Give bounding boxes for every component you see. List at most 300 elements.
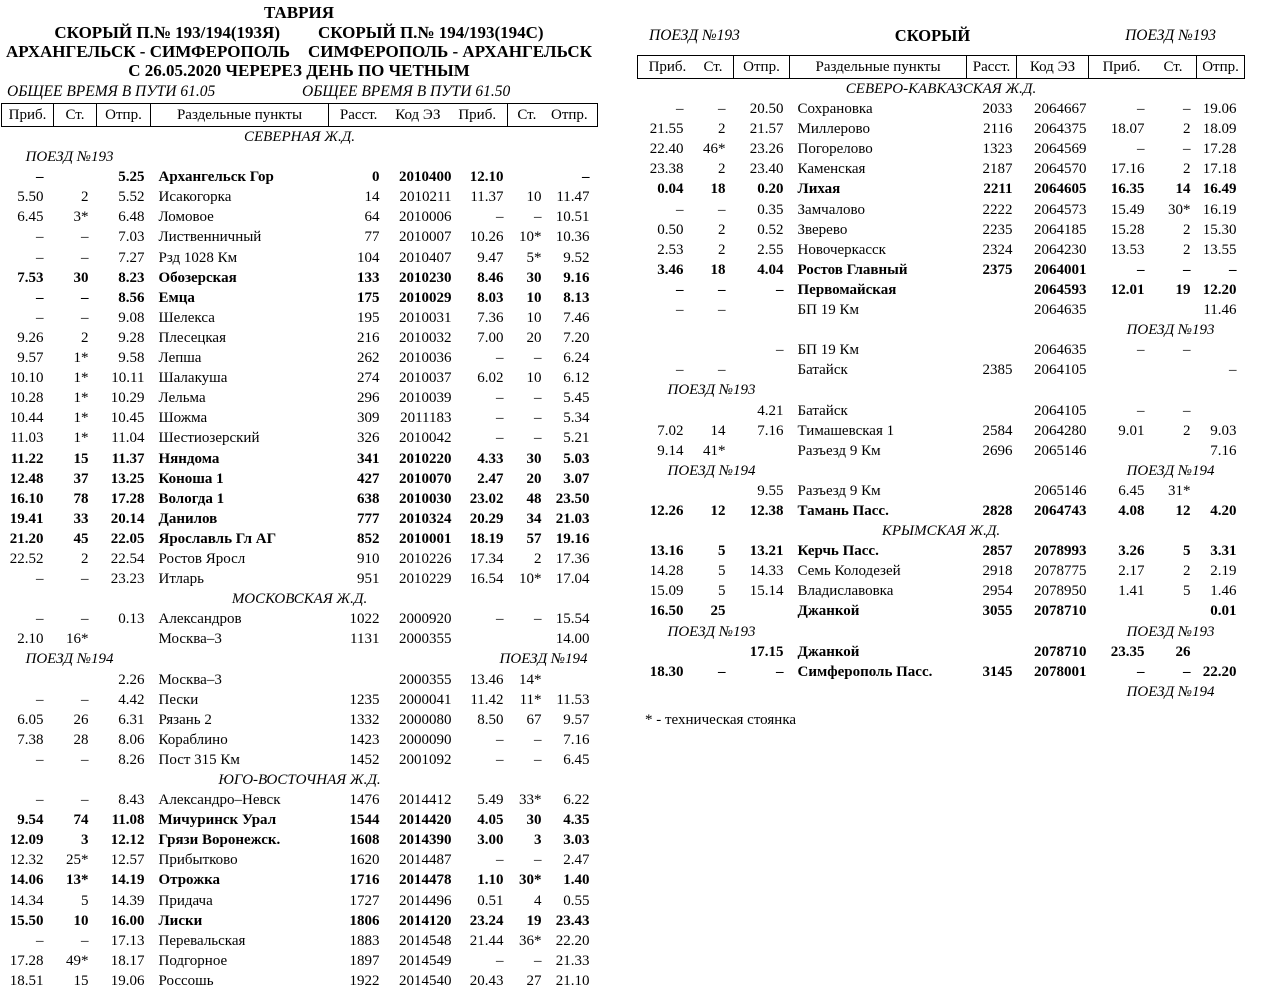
arr-2-cell: –: [1137, 141, 1145, 158]
arr-2-cell: –: [1137, 342, 1145, 359]
distance-cell: 195: [357, 309, 380, 326]
stop-1-cell: 18: [710, 261, 726, 278]
station-name-cell: Симферополь Пасс.: [797, 663, 933, 680]
code-ez-cell: 2014120: [399, 912, 452, 929]
arr-2-cell: [1089, 601, 1149, 621]
station-row: [2, 670, 598, 690]
arr-1-cell: –: [676, 101, 684, 118]
dep-1-cell: 7.16: [757, 422, 784, 439]
station-row: [638, 300, 1245, 320]
station-row: [2, 850, 598, 870]
code-ez-cell: 2064230: [1034, 241, 1087, 258]
stop-2-cell: 11*: [519, 691, 542, 708]
stop-2-cell: 30*: [519, 872, 542, 889]
station-name-cell: Рязань 2: [158, 711, 212, 728]
station-name-cell: Шожма: [158, 410, 208, 427]
stop-2-cell: 19: [526, 912, 542, 929]
route-left: АРХАНГЕЛЬСК - СИМФЕРОПОЛЬ: [6, 42, 290, 61]
distance-cell: [967, 481, 1017, 501]
arr-1-cell: 15.09: [649, 583, 684, 600]
distance-cell: 1727: [349, 892, 380, 909]
dep-2-cell: 23.43: [555, 912, 590, 929]
arr-2-cell: 2.17: [1118, 563, 1145, 580]
station-row: [2, 227, 598, 247]
stop-2-cell: –: [534, 611, 542, 628]
distance-cell: 2828: [982, 502, 1013, 519]
station-row: [2, 187, 598, 207]
stop-2-cell: 5: [1183, 583, 1191, 600]
stop-1-cell: 2: [718, 221, 726, 238]
stop-1-cell: 1*: [73, 370, 89, 387]
arr-2-cell: 1.10: [477, 872, 504, 889]
code-ez-cell: 2010407: [399, 249, 452, 266]
distance-cell: 1323: [982, 141, 1013, 158]
distance-cell: 1452: [349, 751, 380, 768]
page-title: ТАВРИЯ: [264, 3, 334, 22]
distance-cell: 133: [357, 269, 380, 286]
dep-1-cell: 9.58: [118, 350, 145, 367]
stop-2-cell: 10: [526, 289, 542, 306]
stop-1-cell: –: [81, 309, 89, 326]
dep-1-cell: 8.26: [118, 751, 145, 768]
dep-2-cell: [1197, 401, 1245, 421]
arr-1-cell: 18.51: [9, 972, 44, 989]
code-ez-cell: 2011183: [400, 410, 452, 427]
dep-1-cell: 14.19: [110, 872, 145, 889]
dep-1-cell: –: [776, 281, 784, 298]
railway-section-row: [2, 127, 598, 148]
arr-1-cell: 14.06: [9, 872, 44, 889]
station-row: [2, 911, 598, 931]
distance-cell: 2235: [982, 221, 1013, 238]
code-ez-cell: 2064635: [1034, 302, 1087, 319]
dep-2-cell: 3.31: [1210, 543, 1237, 560]
arr-1-cell: 14.28: [649, 563, 684, 580]
station-name-cell: Отрожка: [158, 872, 220, 889]
station-row: [2, 569, 598, 589]
arr-1-cell: –: [676, 302, 684, 319]
arr-1-cell: –: [36, 309, 44, 326]
stop-2-cell: [1149, 601, 1197, 621]
station-name-cell: Мичуринск Урал: [158, 812, 277, 829]
code-ez-cell: 2064569: [1034, 141, 1087, 158]
dep-2-cell: 0.55: [563, 892, 590, 909]
stop-1-cell: 30: [73, 269, 89, 286]
dep-1-cell: 10.11: [111, 370, 145, 387]
stop-1-cell: –: [718, 201, 726, 218]
station-name-cell: Ростов Яросл: [158, 550, 246, 567]
dep-1-cell: 13.25: [110, 470, 145, 487]
dep-1-cell: 17.13: [110, 932, 145, 949]
station-row: [638, 401, 1245, 421]
dep-1-cell: [734, 300, 790, 320]
arr-2-cell: 12.10: [469, 169, 504, 186]
train-label-row: [638, 622, 1245, 642]
stop-1-cell: [694, 401, 734, 421]
dep-1-cell: 13.21: [749, 543, 784, 560]
arr-2-cell: –: [1137, 261, 1145, 278]
train-label-cell: [638, 682, 1245, 702]
stop-1-cell: –: [718, 281, 726, 298]
train-number-label-left: ПОЕЗД №194: [667, 462, 756, 479]
station-row: [2, 549, 598, 569]
arr-1-cell: 18.30: [649, 663, 684, 680]
station-row: [638, 642, 1245, 662]
dep-1-cell: 0.20: [757, 181, 784, 198]
arr-1-cell: 5.50: [17, 189, 44, 206]
stop-2-cell: –: [1183, 663, 1191, 680]
arr-2-cell: –: [496, 731, 504, 748]
code-ez-cell: 2064185: [1034, 221, 1087, 238]
dep-2-cell: 17.28: [1202, 141, 1237, 158]
dep-2-cell: 18.09: [1202, 121, 1237, 138]
code-ez-cell: 2078710: [1034, 603, 1087, 620]
stop-2-cell: 30*: [1168, 201, 1191, 218]
code-ez-cell: 2064573: [1034, 201, 1087, 218]
dep-2-cell: 4.20: [1210, 502, 1237, 519]
station-name-cell: Зверево: [797, 221, 848, 238]
dep-2-cell: 7.46: [563, 309, 590, 326]
train-number-label-left: [638, 682, 668, 702]
dep-1-cell: 0.35: [757, 201, 784, 218]
dep-2-cell: 10.36: [555, 229, 590, 246]
code-ez-cell: 2078950: [1034, 583, 1087, 600]
stop-2-cell: –: [534, 852, 542, 869]
stop-2-cell: –: [534, 410, 542, 427]
arr-2-cell: 12.01: [1110, 281, 1145, 298]
code-ez-cell: 2010001: [399, 530, 452, 547]
stop-1-cell: 74: [73, 812, 89, 829]
distance-cell: 2187: [982, 161, 1013, 178]
dep-2-cell: 11.53: [556, 691, 590, 708]
arr-2-cell: –: [496, 952, 504, 969]
dep-1-cell: 11.04: [111, 430, 145, 447]
distance-cell: 77: [364, 229, 380, 246]
station-name-cell: Рзд 1028 Км: [158, 249, 238, 266]
arr-1-cell: 11.03: [10, 430, 44, 447]
dep-1-cell: 4.42: [118, 691, 145, 708]
distance-cell: 910: [357, 550, 380, 567]
station-row: [2, 469, 598, 489]
arr-1-cell: 12.32: [9, 852, 44, 869]
dep-1-cell: 21.57: [749, 121, 784, 138]
arr-1-cell: 23.38: [649, 161, 684, 178]
station-name-cell: Пески: [158, 691, 199, 708]
arr-2-cell: 21.44: [469, 932, 504, 949]
dep-1-cell: 23.26: [749, 141, 784, 158]
station-name-cell: БП 19 Км: [797, 302, 859, 319]
dep-1-cell: [734, 441, 790, 461]
arr-2-cell: 8.03: [477, 289, 504, 306]
dep-2-cell: 9.57: [563, 711, 590, 728]
stop-2-cell: 30: [526, 812, 542, 829]
station-name-cell: Батайск: [797, 362, 848, 379]
arr-1-cell: –: [36, 289, 44, 306]
code-ez-cell: 2000355: [399, 631, 452, 648]
station-name-cell: Подгорное: [158, 952, 228, 969]
station-row: [638, 360, 1245, 380]
dep-2-cell: 5.03: [563, 450, 590, 467]
arr-1-cell: 16.10: [9, 490, 44, 507]
distance-cell: [967, 401, 1017, 421]
station-row: [638, 240, 1245, 260]
code-ez-cell: 2014412: [399, 792, 452, 809]
column-header-row: [638, 56, 1245, 79]
railway-section-label: СЕВЕРНАЯ Ж.Д.: [243, 129, 356, 145]
arr-1-cell: –: [676, 201, 684, 218]
station-row: [638, 481, 1245, 501]
distance-cell: 326: [357, 430, 380, 447]
code-ez-cell: 2010031: [399, 309, 452, 326]
arr-2-cell: 3.00: [477, 832, 504, 849]
column-header-label: Код ЭЗ: [395, 107, 441, 123]
station-name-cell: Москва–3: [158, 631, 222, 648]
code-ez-cell: 2014478: [399, 872, 452, 889]
code-ez-cell: 2078001: [1034, 663, 1087, 680]
stop-1-cell: 2: [718, 241, 726, 258]
dep-1-cell: [734, 360, 790, 380]
station-name-cell: Придача: [158, 892, 213, 909]
dep-1-cell: 17.28: [110, 490, 145, 507]
arr-1-cell: [638, 340, 694, 360]
column-header-label: Приб.: [1102, 59, 1141, 75]
arr-2-cell: 11.37: [470, 189, 504, 206]
column-header: Отпр.: [97, 104, 151, 127]
stop-2-cell: 33*: [519, 792, 542, 809]
code-ez-cell: 2010037: [399, 370, 452, 387]
arr-1-cell: 2.53: [657, 241, 684, 258]
stop-2-cell: [1149, 360, 1197, 380]
dep-2-cell: –: [582, 169, 590, 186]
column-header: Приб.: [2, 104, 54, 127]
code-ez-cell: 2064570: [1034, 161, 1087, 178]
station-row: [2, 428, 598, 448]
station-row: [2, 529, 598, 549]
station-name-cell: Москва–3: [158, 671, 222, 688]
arr-2-cell: 20.29: [469, 510, 504, 527]
dep-1-cell: 15.14: [749, 583, 784, 600]
dep-1-cell: 23.23: [110, 571, 145, 588]
distance-cell: 1131: [350, 631, 380, 648]
routes-line: [1, 42, 597, 61]
stop-2-cell: –: [1183, 141, 1191, 158]
arr-2-cell: –: [496, 751, 504, 768]
train-number-label-left: ПОЕЗД №193: [667, 382, 756, 399]
arr-2-cell: 10.26: [469, 229, 504, 246]
arr-1-cell: –: [36, 571, 44, 588]
dep-1-cell: 10.29: [110, 390, 145, 407]
distance-cell: 341: [357, 450, 380, 467]
stop-2-cell: [1149, 300, 1197, 320]
dep-1-cell: 12.57: [110, 852, 145, 869]
code-ez-cell: 2010007: [399, 229, 452, 246]
stop-1-cell: 1*: [73, 350, 89, 367]
dep-2-cell: 21.03: [555, 510, 590, 527]
code-ez-cell: 2064001: [1034, 261, 1087, 278]
stop-1-cell: –: [718, 302, 726, 319]
arr-1-cell: 22.52: [9, 550, 44, 567]
code-ez-cell: 2014487: [399, 852, 452, 869]
dep-2-cell: 17.18: [1202, 161, 1237, 178]
railway-section-row: [638, 79, 1245, 100]
distance-cell: 1716: [349, 872, 380, 889]
station-name-cell: Шелекса: [158, 309, 215, 326]
code-ez-cell: 2000080: [399, 711, 452, 728]
train-label-row: [638, 682, 1245, 702]
arr-1-cell: –: [36, 611, 44, 628]
dep-2-cell: 6.24: [563, 350, 590, 367]
dep-1-cell: [97, 629, 151, 649]
dep-2-cell: 15.30: [1202, 221, 1237, 238]
dep-1-cell: 0.52: [757, 221, 784, 238]
train-number-left: СКОРЫЙ П.№ 193/194(193Я): [54, 23, 280, 42]
station-name-cell: Керчь Пасс.: [797, 543, 879, 560]
station-name-cell: Лиственничный: [158, 229, 262, 246]
distance-cell: 175: [357, 289, 380, 306]
stop-2-cell: 19: [1175, 281, 1191, 298]
station-name-cell: Емца: [158, 289, 195, 306]
distance-cell: 1423: [349, 731, 380, 748]
stop-1-cell: 2: [81, 189, 89, 206]
arr-2-cell: 0.51: [477, 892, 504, 909]
stop-2-cell: 14*: [519, 671, 542, 688]
stop-1-cell: –: [81, 792, 89, 809]
dep-1-cell: 17.15: [749, 643, 784, 660]
arr-1-cell: –: [36, 691, 44, 708]
arr-1-cell: 16.50: [649, 603, 684, 620]
arr-2-cell: [1089, 360, 1149, 380]
station-name-cell: Миллерово: [797, 121, 870, 138]
arr-1-cell: 10.44: [9, 410, 44, 427]
code-ez-cell: 2010220: [399, 450, 452, 467]
station-name-cell: Перевальская: [158, 932, 246, 949]
code-ez-cell: 2014540: [399, 972, 452, 989]
code-ez-cell: 2010006: [399, 209, 452, 226]
train-number-label-left: ПОЕЗД №194: [25, 651, 114, 668]
stop-2-cell: 14: [1175, 181, 1191, 198]
dep-2-cell: 3.03: [563, 832, 590, 849]
arr-1-cell: 0.50: [657, 221, 684, 238]
stop-1-cell: 10: [73, 912, 89, 929]
distance-cell: 262: [357, 350, 380, 367]
code-ez-cell: 2064743: [1034, 502, 1087, 519]
distance-cell: 1883: [349, 932, 380, 949]
train-label-row: [2, 649, 598, 669]
station-name-cell: Шалакуша: [158, 370, 228, 387]
dep-1-cell: 9.28: [118, 329, 145, 346]
arr-2-cell: 15.28: [1110, 221, 1145, 238]
stop-2-cell: –: [1183, 261, 1191, 278]
code-ez-cell: 2014548: [399, 932, 452, 949]
train-number-label-left: ПОЕЗД №193: [25, 149, 114, 166]
arr-1-cell: –: [676, 362, 684, 379]
column-header-row: [2, 104, 598, 127]
distance-cell: 2375: [982, 261, 1013, 278]
station-row: [2, 288, 598, 308]
stop-1-cell: [54, 167, 97, 187]
dep-1-cell: 2.55: [757, 241, 784, 258]
arr-1-cell: 12.26: [649, 502, 684, 519]
dep-2-cell: 6.45: [563, 751, 590, 768]
stop-2-cell: 30: [526, 269, 542, 286]
distance-cell: [967, 642, 1017, 662]
station-row: [638, 200, 1245, 220]
station-name-cell: Сохрановка: [797, 101, 873, 118]
code-ez-cell: 2064375: [1034, 121, 1087, 138]
station-name-cell: Коноша 1: [158, 470, 224, 487]
dep-2-cell: 2.47: [563, 852, 590, 869]
code-ez-cell: 2065146: [1034, 442, 1087, 459]
station-row: [2, 810, 598, 830]
arr-1-cell: –: [36, 792, 44, 809]
footnote-technical-stop: * - техническая стоянка: [645, 711, 797, 728]
arr-1-cell: 19.41: [9, 510, 44, 527]
stop-1-cell: 2: [718, 161, 726, 178]
stop-1-cell: 2: [81, 329, 89, 346]
stop-1-cell: 1*: [73, 410, 89, 427]
dep-2-cell: 11.47: [556, 189, 590, 206]
stop-2-cell: 10: [526, 370, 542, 387]
distance-cell: [967, 280, 1017, 300]
station-row: [2, 167, 598, 187]
effective-dates: С 26.05.2020 ЧЕРЕРЕЗ ДЕНЬ ПО ЧЕТНЫМ: [128, 61, 470, 80]
code-ez-cell: 2064280: [1034, 422, 1087, 439]
station-row: [638, 601, 1245, 621]
station-name-cell: Джанкой: [797, 643, 860, 660]
dep-1-cell: 23.40: [749, 161, 784, 178]
stop-1-cell: 13*: [66, 872, 89, 889]
dep-1-cell: 6.31: [118, 711, 145, 728]
code-ez-cell: 2000090: [399, 731, 452, 748]
dep-2-cell: 17.04: [555, 571, 590, 588]
station-row: [2, 891, 598, 911]
train-number-label-left: ПОЕЗД №193: [667, 623, 756, 640]
right-page-heading: [637, 26, 1244, 46]
train-label-cell: [2, 649, 598, 669]
stop-2-cell: 12: [1175, 502, 1191, 519]
arr-1-cell: 21.55: [649, 121, 684, 138]
arr-2-cell: [1089, 300, 1149, 320]
arr-1-cell: 7.53: [17, 269, 44, 286]
train-number-label-right: ПОЕЗД №194: [499, 651, 588, 668]
stop-2-cell: 20: [526, 329, 542, 346]
arr-2-cell: 16.35: [1110, 181, 1145, 198]
station-name-cell: Каменская: [797, 161, 866, 178]
dep-1-cell: 0.13: [118, 611, 145, 628]
arr-2-cell: 18.07: [1110, 121, 1145, 138]
column-header: [1089, 56, 1197, 79]
dep-2-cell: –: [1229, 261, 1237, 278]
dep-2-cell: 19.06: [1202, 101, 1237, 118]
stop-1-cell: 5: [718, 563, 726, 580]
arr-1-cell: –: [36, 249, 44, 266]
station-name-cell: Вологда 1: [158, 490, 225, 507]
stop-1-cell: –: [81, 229, 89, 246]
stop-1-cell: –: [718, 663, 726, 680]
station-name-cell: Тимашевская 1: [797, 422, 895, 439]
station-name-cell: Пост 315 Км: [158, 751, 240, 768]
stop-2-cell: 2: [534, 550, 542, 567]
stop-2-cell: –: [534, 390, 542, 407]
arr-2-cell: 4.33: [477, 450, 504, 467]
arr-1-cell: 7.38: [17, 731, 44, 748]
arr-2-cell: 7.36: [477, 309, 504, 326]
station-name-cell: БП 19 Км: [797, 342, 859, 359]
distance-cell: 638: [357, 490, 380, 507]
station-row: [638, 340, 1245, 360]
arr-2-cell: 4.08: [1118, 502, 1145, 519]
dep-2-cell: 3.07: [563, 470, 590, 487]
